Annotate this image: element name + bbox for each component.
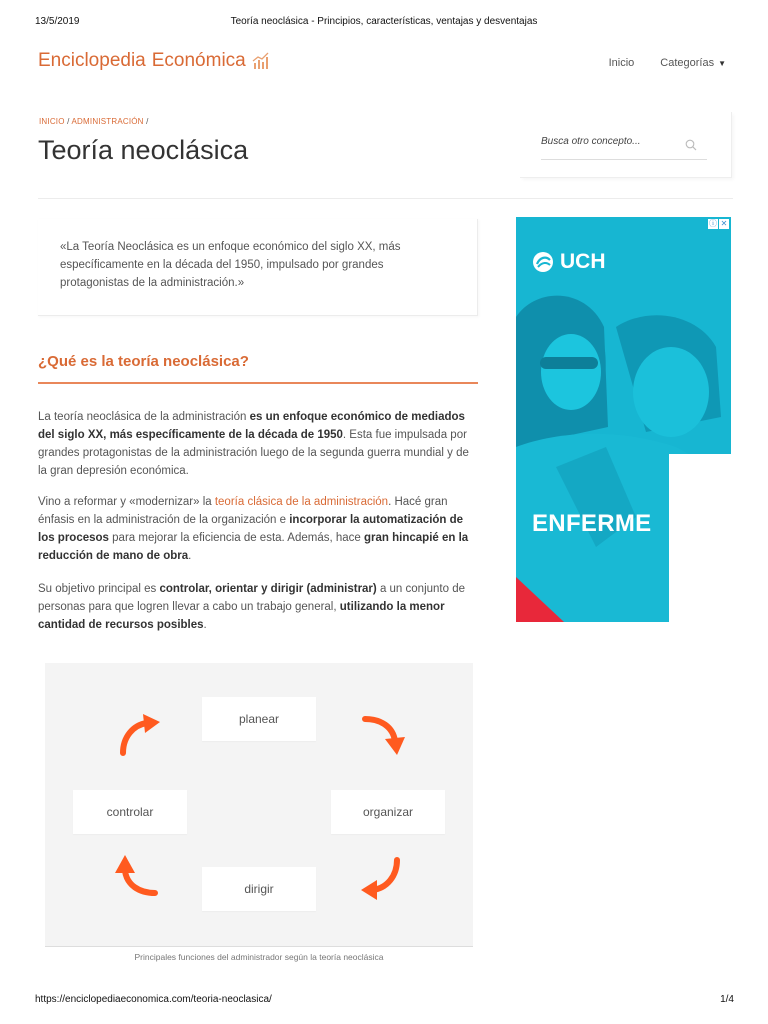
paragraph-2 bbox=[38, 493, 480, 565]
diagram-caption: Principales funciones del administrador según la teoría neoclásica bbox=[134, 952, 384, 962]
page-title: Teoría neoclásica bbox=[38, 135, 249, 165]
search-box bbox=[520, 112, 732, 178]
paragraph-1 bbox=[38, 408, 480, 480]
card-organizar: organizar bbox=[331, 790, 445, 834]
nav-categorias[interactable] bbox=[660, 57, 726, 69]
ad-white-panel bbox=[669, 454, 731, 622]
print-date: 13/5/2019 bbox=[35, 16, 80, 27]
text-run: para mejorar la eficiencia de esta. Además, hace bbox=[108, 532, 365, 544]
bold-text: gran hincapié en la reducción de mano de obra bbox=[38, 532, 469, 562]
ad-brand-logo bbox=[532, 250, 606, 274]
site-header bbox=[0, 40, 768, 90]
text-run: Su objetivo principal es bbox=[38, 583, 160, 595]
curved-arrow-icon bbox=[359, 856, 405, 902]
logo-word-economica: Económica bbox=[151, 50, 246, 71]
curved-arrow-icon bbox=[115, 711, 161, 757]
ad-choices bbox=[708, 219, 729, 229]
text-run: Vino a reformar y «modernizar» la bbox=[38, 496, 215, 508]
card-planear: planear bbox=[202, 697, 316, 741]
logo-word-enciclopedia: Enciclopedia bbox=[38, 50, 146, 71]
breadcrumb-separator: / bbox=[67, 117, 70, 126]
nav-categorias-label: Categorías bbox=[660, 57, 715, 69]
uch-logo-icon bbox=[532, 251, 554, 273]
text-run: La teoría neoclásica de la administración bbox=[38, 411, 250, 423]
search-icon[interactable] bbox=[685, 138, 697, 150]
bold-text: es un enfoque económico de mediados del siglo XX, más específicamente de la década de 1950 bbox=[38, 411, 465, 441]
print-url: https://enciclopediaeconomica.com/teoria-neoclasica/ bbox=[35, 994, 272, 1005]
advertisement-banner[interactable] bbox=[516, 217, 731, 622]
print-document-title: Teoría neoclásica - Principios, características, ventajas y desventajas bbox=[230, 16, 538, 27]
card-dirigir: dirigir bbox=[202, 867, 316, 911]
link-teoria-clasica[interactable]: teoría clásica de la administración bbox=[214, 496, 389, 508]
curved-arrow-icon bbox=[361, 711, 407, 757]
card-controlar: controlar bbox=[73, 790, 187, 834]
ad-headline: ENFERME bbox=[532, 510, 652, 537]
search-input[interactable]: Busca otro concepto... bbox=[541, 136, 707, 160]
close-icon[interactable]: ✕ bbox=[720, 219, 728, 228]
intro-quote: «La Teoría Neoclásica es un enfoque económico del siglo XX, más específicamente en la década del 1950, impulsado por grandes protagonistas de la administración.» bbox=[38, 219, 478, 316]
text-run: a un conjunto de personas para que logren llevar a cabo un trabajo general, bbox=[38, 583, 465, 613]
text-run: . Hacé gran énfasis en la administración de la organización e bbox=[38, 496, 448, 526]
header-divider bbox=[38, 198, 733, 199]
admin-functions-diagram bbox=[45, 663, 473, 947]
text-run: . bbox=[203, 619, 207, 631]
section-underline bbox=[38, 382, 478, 384]
text-run: . Esta fue impulsada por grandes protagonistas de la administración luego de la segunda guerra mundial y de la gran depresión económica. bbox=[38, 429, 469, 477]
text-run: . bbox=[188, 550, 192, 562]
breadcrumb-administracion[interactable]: ADMINISTRACIÓN bbox=[71, 117, 144, 126]
nav-inicio[interactable]: Inicio bbox=[608, 57, 635, 69]
breadcrumb bbox=[39, 117, 149, 126]
bold-text: controlar, orientar y dirigir (administrar) bbox=[159, 583, 377, 595]
bold-text: utilizando la menor cantidad de recursos posibles bbox=[38, 601, 445, 631]
section-heading: ¿Qué es la teoría neoclásica? bbox=[38, 353, 249, 370]
chevron-down-icon: ▼ bbox=[718, 59, 726, 68]
breadcrumb-inicio[interactable]: INICIO bbox=[39, 117, 65, 126]
print-page-number: 1/4 bbox=[720, 994, 734, 1005]
bar-chart-icon bbox=[252, 52, 270, 70]
bold-text: incorporar la automatización de los procesos bbox=[38, 514, 464, 544]
paragraph-3 bbox=[38, 580, 480, 634]
adchoices-icon[interactable]: ⓘ bbox=[709, 219, 717, 228]
print-header bbox=[0, 16, 768, 30]
site-logo[interactable] bbox=[38, 50, 270, 72]
main-nav bbox=[609, 57, 726, 69]
breadcrumb-separator: / bbox=[146, 117, 149, 126]
ad-brand-name: UCH bbox=[560, 250, 606, 273]
curved-arrow-icon bbox=[113, 853, 159, 899]
